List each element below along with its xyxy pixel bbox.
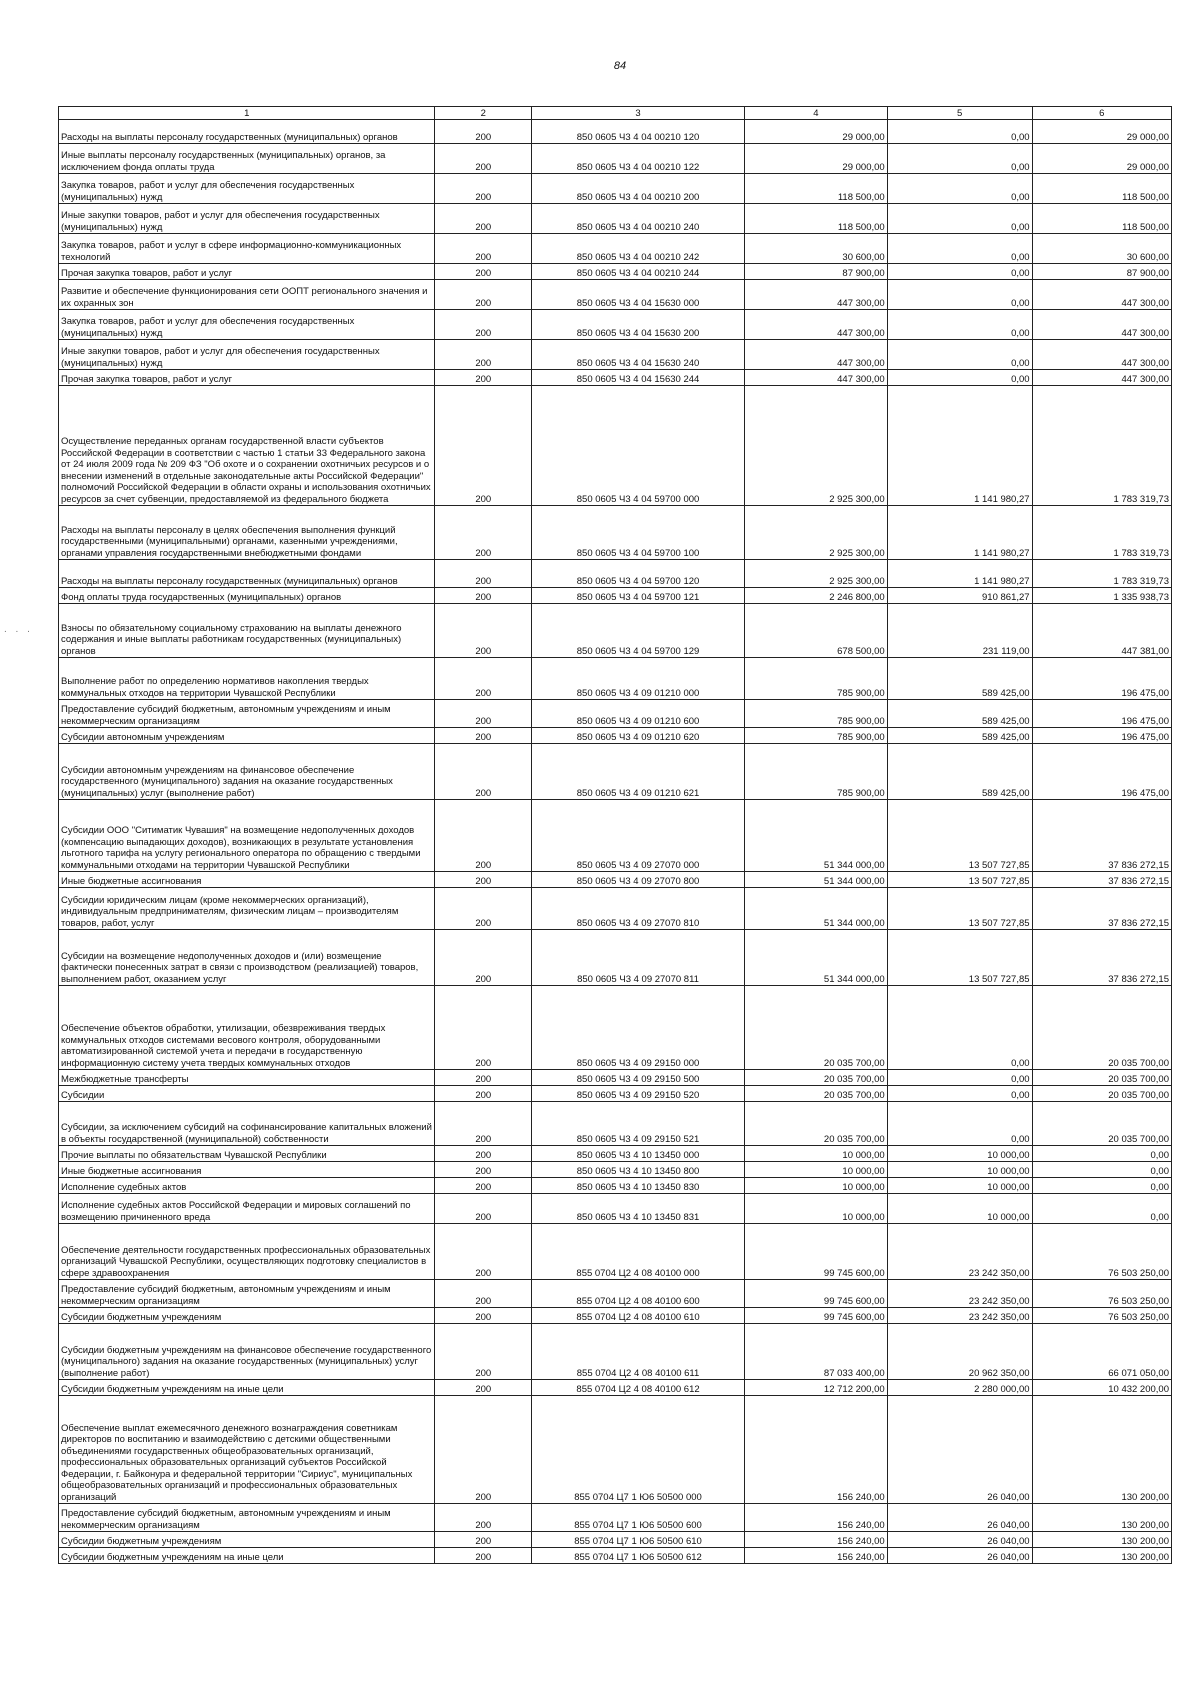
- admin-code-cell: 200: [435, 1070, 532, 1086]
- amount-planned-cell: 447 300,00: [745, 340, 888, 370]
- amount-remaining-cell: 196 475,00: [1032, 658, 1171, 700]
- column-header-2: 2: [435, 107, 532, 120]
- budget-code-cell: 855 0704 Ц7 1 Ю6 50500 000: [532, 1396, 745, 1504]
- admin-code-cell: 200: [435, 1102, 532, 1146]
- amount-planned-cell: 785 900,00: [745, 744, 888, 800]
- amount-planned-cell: 99 745 600,00: [745, 1308, 888, 1324]
- expense-name-cell: Обеспечение деятельности государственных профессиональных образовательных организаций Чувашской Республики, осуществляющих подготовку специалистов в сфере здравоохранения: [59, 1224, 435, 1280]
- table-row: [59, 658, 1172, 700]
- amount-planned-cell: 785 900,00: [745, 728, 888, 744]
- amount-planned-cell: 99 745 600,00: [745, 1224, 888, 1280]
- admin-code-cell: 200: [435, 280, 532, 310]
- expense-name-cell: Субсидии: [59, 1086, 435, 1102]
- amount-executed-cell: 13 507 727,85: [887, 800, 1032, 872]
- amount-executed-cell: 26 040,00: [887, 1504, 1032, 1532]
- amount-remaining-cell: 0,00: [1032, 1194, 1171, 1224]
- amount-planned-cell: 87 033 400,00: [745, 1324, 888, 1380]
- budget-code-cell: 850 0605 Ч3 4 09 29150 000: [532, 986, 745, 1070]
- amount-remaining-cell: 447 381,00: [1032, 604, 1171, 658]
- amount-executed-cell: 0,00: [887, 120, 1032, 144]
- amount-remaining-cell: 130 200,00: [1032, 1396, 1171, 1504]
- table-row: [59, 1162, 1172, 1178]
- amount-planned-cell: 2 246 800,00: [745, 588, 888, 604]
- amount-planned-cell: 87 900,00: [745, 264, 888, 280]
- amount-remaining-cell: 196 475,00: [1032, 744, 1171, 800]
- amount-planned-cell: 156 240,00: [745, 1532, 888, 1548]
- amount-planned-cell: 678 500,00: [745, 604, 888, 658]
- table-row: [59, 588, 1172, 604]
- expense-name-cell: Осуществление переданных органам государственной власти субъектов Российской Федерации в соответствии с частью 1 статьи 33 Федерального закона от 24 июля 2009 года № 209 ФЗ "Об охоте и о сохранении охотничьих ресурсов и о внесении изменений в отдельные законодательные акты Российской Федерации" полномочий Российской Федерации в области охраны и использования охотничьих ресурсов за счет субвенции, предоставляемой из федерального бюджета: [59, 386, 435, 506]
- amount-executed-cell: 26 040,00: [887, 1548, 1032, 1564]
- admin-code-cell: 200: [435, 872, 532, 888]
- budget-code-cell: 850 0605 Ч3 4 10 13450 831: [532, 1194, 745, 1224]
- budget-code-cell: 850 0605 Ч3 4 09 27070 000: [532, 800, 745, 872]
- budget-code-cell: 850 0605 Ч3 4 04 59700 100: [532, 506, 745, 560]
- admin-code-cell: 200: [435, 1280, 532, 1308]
- admin-code-cell: 200: [435, 800, 532, 872]
- expense-name-cell: Расходы на выплаты персоналу государственных (муниципальных) органов: [59, 120, 435, 144]
- table-row: [59, 1308, 1172, 1324]
- table-row: [59, 1532, 1172, 1548]
- expense-name-cell: Субсидии на возмещение недополученных доходов и (или) возмещение фактически понесенных затрат в связи с производством (реализацией) товаров, выполнением работ, оказанием услуг: [59, 930, 435, 986]
- amount-executed-cell: 1 141 980,27: [887, 386, 1032, 506]
- amount-planned-cell: 118 500,00: [745, 204, 888, 234]
- admin-code-cell: 200: [435, 1086, 532, 1102]
- admin-code-cell: 200: [435, 506, 532, 560]
- amount-executed-cell: 13 507 727,85: [887, 872, 1032, 888]
- amount-planned-cell: 2 925 300,00: [745, 506, 888, 560]
- admin-code-cell: 200: [435, 340, 532, 370]
- amount-remaining-cell: 196 475,00: [1032, 728, 1171, 744]
- budget-code-cell: 855 0704 Ц2 4 08 40100 600: [532, 1280, 745, 1308]
- table-row: [59, 1086, 1172, 1102]
- table-row: [59, 1102, 1172, 1146]
- amount-remaining-cell: 20 035 700,00: [1032, 986, 1171, 1070]
- table-row: [59, 280, 1172, 310]
- amount-executed-cell: 0,00: [887, 174, 1032, 204]
- amount-remaining-cell: 118 500,00: [1032, 204, 1171, 234]
- amount-remaining-cell: 29 000,00: [1032, 144, 1171, 174]
- expense-name-cell: Субсидии бюджетным учреждениям на иные цели: [59, 1380, 435, 1396]
- amount-remaining-cell: 76 503 250,00: [1032, 1308, 1171, 1324]
- table-body: [59, 120, 1172, 1564]
- amount-planned-cell: 99 745 600,00: [745, 1280, 888, 1308]
- admin-code-cell: 200: [435, 120, 532, 144]
- table-row: [59, 700, 1172, 728]
- expense-name-cell: Исполнение судебных актов Российской Федерации и мировых соглашений по возмещению причиненного вреда: [59, 1194, 435, 1224]
- expense-name-cell: Закупка товаров, работ и услуг для обеспечения государственных (муниципальных) нужд: [59, 174, 435, 204]
- amount-planned-cell: 20 035 700,00: [745, 1102, 888, 1146]
- expense-name-cell: Предоставление субсидий бюджетным, автономным учреждениям и иным некоммерческим организациям: [59, 700, 435, 728]
- amount-planned-cell: 785 900,00: [745, 658, 888, 700]
- admin-code-cell: 200: [435, 1380, 532, 1396]
- table-row: [59, 174, 1172, 204]
- expense-name-cell: Взносы по обязательному социальному страхованию на выплаты денежного содержания и иные выплаты работникам государственных (муниципальных) органов: [59, 604, 435, 658]
- table-row: [59, 310, 1172, 340]
- budget-code-cell: 850 0605 Ч3 4 09 27070 810: [532, 888, 745, 930]
- column-header-6: 6: [1032, 107, 1171, 120]
- amount-executed-cell: 10 000,00: [887, 1194, 1032, 1224]
- amount-executed-cell: 0,00: [887, 310, 1032, 340]
- amount-remaining-cell: 37 836 272,15: [1032, 930, 1171, 986]
- page-number: 84: [613, 60, 627, 72]
- column-header-5: 5: [887, 107, 1032, 120]
- budget-code-cell: 850 0605 Ч3 4 04 59700 000: [532, 386, 745, 506]
- expense-name-cell: Субсидии, за исключением субсидий на софинансирование капитальных вложений в объекты государственной (муниципальной) собственности: [59, 1102, 435, 1146]
- column-header-3: 3: [532, 107, 745, 120]
- admin-code-cell: 200: [435, 204, 532, 234]
- budget-code-cell: 855 0704 Ц7 1 Ю6 50500 612: [532, 1548, 745, 1564]
- admin-code-cell: 200: [435, 700, 532, 728]
- budget-code-cell: 850 0605 Ч3 4 04 00210 240: [532, 204, 745, 234]
- amount-executed-cell: 13 507 727,85: [887, 930, 1032, 986]
- admin-code-cell: 200: [435, 1178, 532, 1194]
- table-row: [59, 1548, 1172, 1564]
- table-row: [59, 872, 1172, 888]
- amount-planned-cell: 29 000,00: [745, 144, 888, 174]
- amount-executed-cell: 0,00: [887, 340, 1032, 370]
- expense-name-cell: Субсидии бюджетным учреждениям: [59, 1532, 435, 1548]
- admin-code-cell: 200: [435, 1504, 532, 1532]
- budget-code-cell: 850 0605 Ч3 4 10 13450 800: [532, 1162, 745, 1178]
- table-row: [59, 340, 1172, 370]
- side-margin-mark: . . .: [4, 624, 33, 635]
- amount-planned-cell: 51 344 000,00: [745, 800, 888, 872]
- amount-planned-cell: 447 300,00: [745, 370, 888, 386]
- budget-code-cell: 850 0605 Ч3 4 04 59700 121: [532, 588, 745, 604]
- amount-remaining-cell: 196 475,00: [1032, 700, 1171, 728]
- admin-code-cell: 200: [435, 1324, 532, 1380]
- amount-remaining-cell: 447 300,00: [1032, 370, 1171, 386]
- amount-executed-cell: 0,00: [887, 1070, 1032, 1086]
- table-row: [59, 1324, 1172, 1380]
- amount-planned-cell: 10 000,00: [745, 1162, 888, 1178]
- admin-code-cell: 200: [435, 744, 532, 800]
- expense-name-cell: Прочие выплаты по обязательствам Чувашской Республики: [59, 1146, 435, 1162]
- amount-executed-cell: 23 242 350,00: [887, 1280, 1032, 1308]
- expense-name-cell: Расходы на выплаты персоналу в целях обеспечения выполнения функций государственными (муниципальными) органами, казенными учреждениями, органами управления государственными внебюджетными фондами: [59, 506, 435, 560]
- table-row: [59, 1224, 1172, 1280]
- admin-code-cell: 200: [435, 386, 532, 506]
- amount-executed-cell: 1 141 980,27: [887, 560, 1032, 588]
- amount-executed-cell: 0,00: [887, 986, 1032, 1070]
- amount-executed-cell: 23 242 350,00: [887, 1224, 1032, 1280]
- expense-name-cell: Субсидии бюджетным учреждениям на иные цели: [59, 1548, 435, 1564]
- budget-code-cell: 850 0605 Ч3 4 09 27070 811: [532, 930, 745, 986]
- admin-code-cell: 200: [435, 1548, 532, 1564]
- amount-executed-cell: 23 242 350,00: [887, 1308, 1032, 1324]
- admin-code-cell: 200: [435, 560, 532, 588]
- budget-code-cell: 850 0605 Ч3 4 04 15630 244: [532, 370, 745, 386]
- table-row: [59, 1396, 1172, 1504]
- amount-remaining-cell: 0,00: [1032, 1162, 1171, 1178]
- admin-code-cell: 200: [435, 604, 532, 658]
- admin-code-cell: 200: [435, 1194, 532, 1224]
- budget-code-cell: 850 0605 Ч3 4 04 00210 242: [532, 234, 745, 264]
- amount-executed-cell: 0,00: [887, 1102, 1032, 1146]
- amount-planned-cell: 2 925 300,00: [745, 560, 888, 588]
- expense-name-cell: Иные бюджетные ассигнования: [59, 872, 435, 888]
- expense-name-cell: Предоставление субсидий бюджетным, автономным учреждениям и иным некоммерческим организациям: [59, 1504, 435, 1532]
- expense-name-cell: Межбюджетные трансферты: [59, 1070, 435, 1086]
- amount-remaining-cell: 118 500,00: [1032, 174, 1171, 204]
- budget-code-cell: 850 0605 Ч3 4 04 59700 120: [532, 560, 745, 588]
- expense-name-cell: Выполнение работ по определению нормативов накопления твердых коммунальных отходов на территории Чувашской Республики: [59, 658, 435, 700]
- expense-name-cell: Развитие и обеспечение функционирования сети ООПТ регионального значения и их охранных зон: [59, 280, 435, 310]
- amount-planned-cell: 156 240,00: [745, 1396, 888, 1504]
- amount-remaining-cell: 30 600,00: [1032, 234, 1171, 264]
- table-row: [59, 144, 1172, 174]
- amount-planned-cell: 51 344 000,00: [745, 930, 888, 986]
- amount-remaining-cell: 37 836 272,15: [1032, 888, 1171, 930]
- budget-code-cell: 850 0605 Ч3 4 09 01210 000: [532, 658, 745, 700]
- amount-remaining-cell: 1 335 938,73: [1032, 588, 1171, 604]
- table-row: [59, 264, 1172, 280]
- table-header: [59, 107, 1172, 120]
- expense-name-cell: Субсидии юридическим лицам (кроме некоммерческих организаций), индивидуальным предпринимателям, физическим лицам – производителям товаров, работ, услуг: [59, 888, 435, 930]
- expense-name-cell: Обеспечение объектов обработки, утилизации, обезвреживания твердых коммунальных отходов системами весового контроля, оборудованными автоматизированной системой учета и передачи в государственную информационную систему учета твердых коммунальных отходов: [59, 986, 435, 1070]
- amount-remaining-cell: 66 071 050,00: [1032, 1324, 1171, 1380]
- expense-name-cell: Обеспечение выплат ежемесячного денежного вознаграждения советникам директоров по воспитанию и взаимодействию с детскими общественными объединениями государственных общеобразовательных организаций, профессиональных образовательных организаций субъектов Российской Федерации, г. Байконура и федеральной территории "Сириус", муниципальных общеобразовательных организаций и профессиональных образовательных организаций: [59, 1396, 435, 1504]
- amount-executed-cell: 0,00: [887, 234, 1032, 264]
- budget-code-cell: 850 0605 Ч3 4 04 00210 200: [532, 174, 745, 204]
- admin-code-cell: 200: [435, 728, 532, 744]
- amount-executed-cell: 231 119,00: [887, 604, 1032, 658]
- amount-planned-cell: 447 300,00: [745, 280, 888, 310]
- amount-remaining-cell: 1 783 319,73: [1032, 560, 1171, 588]
- table-row: [59, 1280, 1172, 1308]
- amount-planned-cell: 10 000,00: [745, 1178, 888, 1194]
- amount-executed-cell: 26 040,00: [887, 1396, 1032, 1504]
- expense-name-cell: Предоставление субсидий бюджетным, автономным учреждениям и иным некоммерческим организациям: [59, 1280, 435, 1308]
- amount-executed-cell: 10 000,00: [887, 1178, 1032, 1194]
- amount-planned-cell: 10 000,00: [745, 1146, 888, 1162]
- amount-remaining-cell: 447 300,00: [1032, 310, 1171, 340]
- budget-code-cell: 850 0605 Ч3 4 10 13450 000: [532, 1146, 745, 1162]
- amount-planned-cell: 20 035 700,00: [745, 986, 888, 1070]
- amount-executed-cell: 589 425,00: [887, 744, 1032, 800]
- amount-planned-cell: 51 344 000,00: [745, 888, 888, 930]
- expense-name-cell: Закупка товаров, работ и услуг в сфере информационно-коммуникационных технологий: [59, 234, 435, 264]
- admin-code-cell: 200: [435, 174, 532, 204]
- table-row: [59, 370, 1172, 386]
- admin-code-cell: 200: [435, 1162, 532, 1178]
- table-row: [59, 204, 1172, 234]
- amount-executed-cell: 0,00: [887, 264, 1032, 280]
- column-number-row: [59, 107, 1172, 120]
- amount-executed-cell: 26 040,00: [887, 1532, 1032, 1548]
- expense-name-cell: Иные закупки товаров, работ и услуг для обеспечения государственных (муниципальных) нужд: [59, 204, 435, 234]
- expense-name-cell: Расходы на выплаты персоналу государственных (муниципальных) органов: [59, 560, 435, 588]
- admin-code-cell: 200: [435, 1146, 532, 1162]
- amount-executed-cell: 0,00: [887, 1086, 1032, 1102]
- budget-table: [58, 106, 1172, 1564]
- amount-remaining-cell: 20 035 700,00: [1032, 1102, 1171, 1146]
- budget-code-cell: 850 0605 Ч3 4 09 01210 600: [532, 700, 745, 728]
- amount-remaining-cell: 130 200,00: [1032, 1532, 1171, 1548]
- amount-planned-cell: 10 000,00: [745, 1194, 888, 1224]
- amount-remaining-cell: 130 200,00: [1032, 1548, 1171, 1564]
- budget-code-cell: 850 0605 Ч3 4 09 29150 520: [532, 1086, 745, 1102]
- amount-remaining-cell: 87 900,00: [1032, 264, 1171, 280]
- amount-planned-cell: 156 240,00: [745, 1548, 888, 1564]
- expense-name-cell: Иные выплаты персоналу государственных (муниципальных) органов, за исключением фонда оплаты труда: [59, 144, 435, 174]
- budget-code-cell: 850 0605 Ч3 4 09 29150 500: [532, 1070, 745, 1086]
- budget-code-cell: 850 0605 Ч3 4 04 15630 000: [532, 280, 745, 310]
- admin-code-cell: 200: [435, 1308, 532, 1324]
- amount-executed-cell: 0,00: [887, 370, 1032, 386]
- amount-planned-cell: 30 600,00: [745, 234, 888, 264]
- amount-remaining-cell: 447 300,00: [1032, 340, 1171, 370]
- table-row: [59, 1070, 1172, 1086]
- column-header-4: 4: [745, 107, 888, 120]
- amount-remaining-cell: 76 503 250,00: [1032, 1280, 1171, 1308]
- table-row: [59, 560, 1172, 588]
- amount-remaining-cell: 37 836 272,15: [1032, 800, 1171, 872]
- amount-remaining-cell: 20 035 700,00: [1032, 1070, 1171, 1086]
- table-row: [59, 986, 1172, 1070]
- budget-code-cell: 850 0605 Ч3 4 04 15630 240: [532, 340, 745, 370]
- table-row: [59, 1504, 1172, 1532]
- budget-code-cell: 850 0605 Ч3 4 04 00210 122: [532, 144, 745, 174]
- admin-code-cell: 200: [435, 1532, 532, 1548]
- table-row: [59, 604, 1172, 658]
- budget-code-cell: 850 0605 Ч3 4 09 01210 620: [532, 728, 745, 744]
- budget-code-cell: 850 0605 Ч3 4 04 00210 120: [532, 120, 745, 144]
- amount-remaining-cell: 0,00: [1032, 1146, 1171, 1162]
- amount-planned-cell: 118 500,00: [745, 174, 888, 204]
- budget-code-cell: 855 0704 Ц7 1 Ю6 50500 610: [532, 1532, 745, 1548]
- budget-code-cell: 855 0704 Ц2 4 08 40100 000: [532, 1224, 745, 1280]
- amount-executed-cell: 910 861,27: [887, 588, 1032, 604]
- amount-remaining-cell: 1 783 319,73: [1032, 506, 1171, 560]
- expense-name-cell: Закупка товаров, работ и услуг для обеспечения государственных (муниципальных) нужд: [59, 310, 435, 340]
- expense-name-cell: Прочая закупка товаров, работ и услуг: [59, 264, 435, 280]
- expense-name-cell: Субсидии бюджетным учреждениям на финансовое обеспечение государственного (муниципального) задания на оказание государственных (муниципальных) услуг (выполнение работ): [59, 1324, 435, 1380]
- table-row: [59, 1194, 1172, 1224]
- amount-remaining-cell: 10 432 200,00: [1032, 1380, 1171, 1396]
- amount-executed-cell: 2 280 000,00: [887, 1380, 1032, 1396]
- budget-code-cell: 850 0605 Ч3 4 04 15630 200: [532, 310, 745, 340]
- amount-executed-cell: 589 425,00: [887, 728, 1032, 744]
- amount-remaining-cell: 447 300,00: [1032, 280, 1171, 310]
- amount-remaining-cell: 76 503 250,00: [1032, 1224, 1171, 1280]
- amount-executed-cell: 0,00: [887, 144, 1032, 174]
- amount-planned-cell: 447 300,00: [745, 310, 888, 340]
- amount-executed-cell: 10 000,00: [887, 1146, 1032, 1162]
- amount-planned-cell: 785 900,00: [745, 700, 888, 728]
- column-header-1: 1: [59, 107, 435, 120]
- budget-code-cell: 850 0605 Ч3 4 04 59700 129: [532, 604, 745, 658]
- amount-executed-cell: 0,00: [887, 280, 1032, 310]
- table-row: [59, 728, 1172, 744]
- budget-code-cell: 855 0704 Ц2 4 08 40100 611: [532, 1324, 745, 1380]
- amount-remaining-cell: 1 783 319,73: [1032, 386, 1171, 506]
- budget-code-cell: 855 0704 Ц2 4 08 40100 612: [532, 1380, 745, 1396]
- amount-remaining-cell: 0,00: [1032, 1178, 1171, 1194]
- amount-executed-cell: 1 141 980,27: [887, 506, 1032, 560]
- admin-code-cell: 200: [435, 930, 532, 986]
- amount-planned-cell: 29 000,00: [745, 120, 888, 144]
- expense-name-cell: Иные бюджетные ассигнования: [59, 1162, 435, 1178]
- amount-remaining-cell: 37 836 272,15: [1032, 872, 1171, 888]
- table-row: [59, 744, 1172, 800]
- budget-code-cell: 850 0605 Ч3 4 10 13450 830: [532, 1178, 745, 1194]
- table-row: [59, 1178, 1172, 1194]
- amount-planned-cell: 51 344 000,00: [745, 872, 888, 888]
- amount-executed-cell: 13 507 727,85: [887, 888, 1032, 930]
- amount-planned-cell: 2 925 300,00: [745, 386, 888, 506]
- table-row: [59, 120, 1172, 144]
- amount-executed-cell: 10 000,00: [887, 1162, 1032, 1178]
- admin-code-cell: 200: [435, 986, 532, 1070]
- expense-name-cell: Субсидии автономным учреждениям на финансовое обеспечение государственного (муниципального) задания на оказание государственных (муниципальных) услуг (выполнение работ): [59, 744, 435, 800]
- amount-planned-cell: 12 712 200,00: [745, 1380, 888, 1396]
- expense-name-cell: Иные закупки товаров, работ и услуг для обеспечения государственных (муниципальных) нужд: [59, 340, 435, 370]
- table-row: [59, 930, 1172, 986]
- table-row: [59, 1146, 1172, 1162]
- amount-remaining-cell: 20 035 700,00: [1032, 1086, 1171, 1102]
- budget-code-cell: 850 0605 Ч3 4 09 27070 800: [532, 872, 745, 888]
- amount-executed-cell: 20 962 350,00: [887, 1324, 1032, 1380]
- admin-code-cell: 200: [435, 370, 532, 386]
- admin-code-cell: 200: [435, 234, 532, 264]
- admin-code-cell: 200: [435, 588, 532, 604]
- table-row: [59, 234, 1172, 264]
- amount-planned-cell: 20 035 700,00: [745, 1086, 888, 1102]
- budget-code-cell: 855 0704 Ц7 1 Ю6 50500 600: [532, 1504, 745, 1532]
- budget-code-cell: 855 0704 Ц2 4 08 40100 610: [532, 1308, 745, 1324]
- table-row: [59, 506, 1172, 560]
- admin-code-cell: 200: [435, 264, 532, 280]
- table-row: [59, 800, 1172, 872]
- budget-code-cell: 850 0605 Ч3 4 09 01210 621: [532, 744, 745, 800]
- amount-executed-cell: 589 425,00: [887, 658, 1032, 700]
- admin-code-cell: 200: [435, 888, 532, 930]
- admin-code-cell: 200: [435, 144, 532, 174]
- expense-name-cell: Субсидии бюджетным учреждениям: [59, 1308, 435, 1324]
- amount-planned-cell: 156 240,00: [745, 1504, 888, 1532]
- amount-remaining-cell: 130 200,00: [1032, 1504, 1171, 1532]
- amount-executed-cell: 0,00: [887, 204, 1032, 234]
- expense-name-cell: Исполнение судебных актов: [59, 1178, 435, 1194]
- expense-name-cell: Субсидии ООО "Ситиматик Чувашия" на возмещение недополученных доходов (компенсацию выпадающих доходов), возникающих в результате установления льготного тарифа на услугу регионального оператора по обращению с твердыми коммунальными отходами на территории Чувашской Республики: [59, 800, 435, 872]
- admin-code-cell: 200: [435, 658, 532, 700]
- admin-code-cell: 200: [435, 1224, 532, 1280]
- amount-executed-cell: 589 425,00: [887, 700, 1032, 728]
- table-row: [59, 1380, 1172, 1396]
- budget-code-cell: 850 0605 Ч3 4 09 29150 521: [532, 1102, 745, 1146]
- table-row: [59, 888, 1172, 930]
- admin-code-cell: 200: [435, 1396, 532, 1504]
- expense-name-cell: Прочая закупка товаров, работ и услуг: [59, 370, 435, 386]
- expense-name-cell: Фонд оплаты труда государственных (муниципальных) органов: [59, 588, 435, 604]
- amount-planned-cell: 20 035 700,00: [745, 1070, 888, 1086]
- table-row: [59, 386, 1172, 506]
- budget-code-cell: 850 0605 Ч3 4 04 00210 244: [532, 264, 745, 280]
- admin-code-cell: 200: [435, 310, 532, 340]
- amount-remaining-cell: 29 000,00: [1032, 120, 1171, 144]
- expense-name-cell: Субсидии автономным учреждениям: [59, 728, 435, 744]
